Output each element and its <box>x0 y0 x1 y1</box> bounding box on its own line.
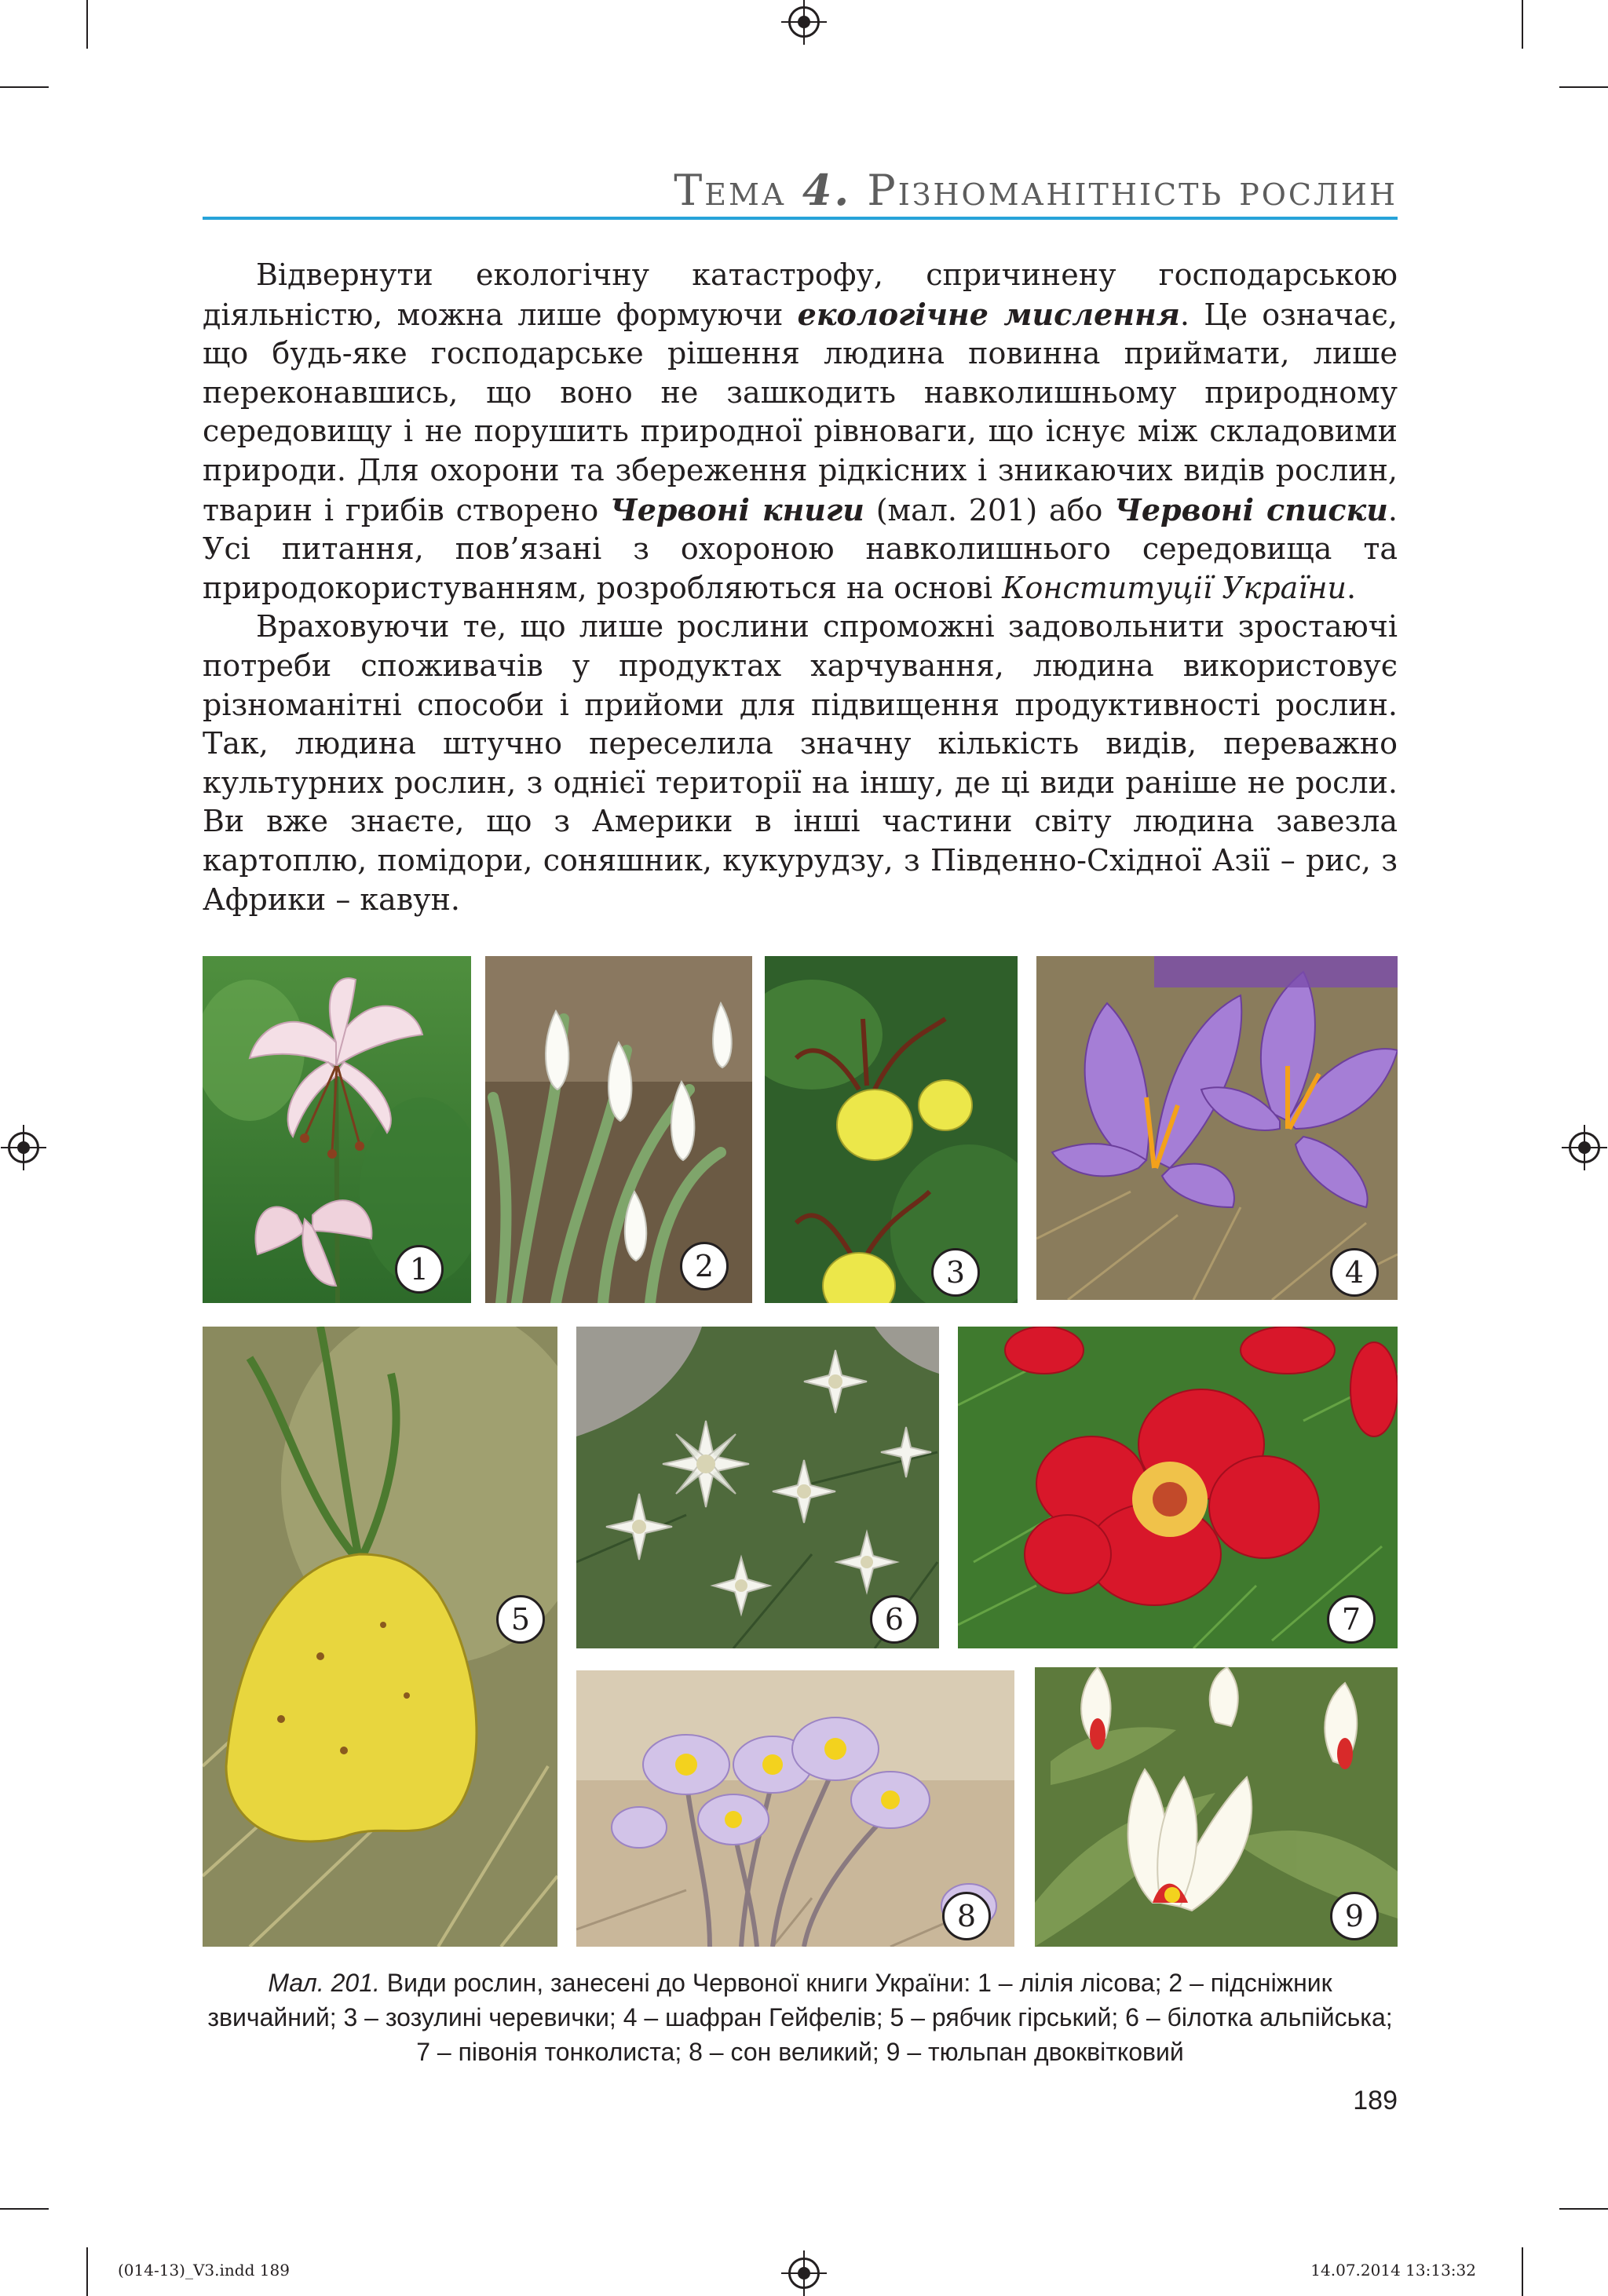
crop-mark <box>0 86 49 88</box>
photo-tulip <box>1035 1667 1398 1947</box>
term-red-lists: Червоні списки <box>1114 491 1388 527</box>
running-header <box>204 165 1398 220</box>
crop-mark <box>0 2208 49 2210</box>
term-red-books: Червоні книги <box>610 491 864 527</box>
caption-text: Види рослин, занесені до Червоної книги України: 1 – лілія лісова; 2 – підсніжник звичайний; 3 – зозулині черевички; 4 – шафран Гейфелів; 5 – рябчик гірський; 6 – білотка альпійська; 7 – півонія тонколиста; 8 – сон великий; 9 – тюльпан двоквітковий <box>207 1969 1393 2066</box>
photo-label-9: 9 <box>1330 1892 1379 1940</box>
photo-label-7: 7 <box>1327 1595 1376 1644</box>
photo-peony <box>958 1327 1398 1648</box>
photo-ladys-slipper <box>765 956 1018 1303</box>
caption-prefix: Мал. 201. <box>268 1969 380 1997</box>
photo-pasqueflower <box>576 1670 1014 1947</box>
crocus-illustration <box>1036 956 1398 1300</box>
page-number: 189 <box>1353 2086 1398 2115</box>
text-run: . <box>1346 570 1357 605</box>
crop-mark <box>86 2247 88 2296</box>
crop-mark <box>1559 86 1608 88</box>
registration-mark-icon <box>788 2258 820 2289</box>
slug-timestamp: 14.07.2014 13:13:32 <box>1310 2261 1476 2280</box>
photo-label-1: 1 <box>395 1245 444 1294</box>
photo-lily <box>203 956 471 1303</box>
header-rule <box>203 217 1398 220</box>
figure-caption <box>203 1966 1398 2069</box>
registration-mark-icon <box>1569 1132 1600 1163</box>
slug-file-info: (014-13)_V3.indd 189 <box>118 2261 290 2280</box>
photo-label-2: 2 <box>680 1242 729 1290</box>
term-constitution: Конституції України <box>1002 570 1347 605</box>
text-run: Відвернути екологічну катастрофу, спричинену господарською діяльністю, можна лише формуючи <box>203 257 1398 332</box>
photo-label-8: 8 <box>942 1892 991 1940</box>
crop-mark <box>1559 2208 1608 2210</box>
header-title: Різноманітність рослин <box>867 166 1398 215</box>
header-prefix: Тема <box>674 166 787 215</box>
header-number: 4. <box>802 165 852 215</box>
photo-fritillary <box>203 1327 557 1947</box>
paragraph-1 <box>203 256 1398 608</box>
registration-mark-icon <box>8 1132 39 1163</box>
photo-snowdrop <box>485 956 752 1303</box>
text-run: . Це означає, що будь-яке господарське рішення людина повинна приймати, лише переконавшись, що воно не зашкодить навколишньому природному середовищу і не порушить природної рівноваги, що існує між складовими природи. Для охорони та збереження рідкісних і зникаючих видів рослин, тварин і грибів створено <box>203 297 1398 527</box>
text-run: . Усі питання, пов’язані з охороною навколишнього середовища та природокористуванням, розробляються на основі <box>203 492 1398 605</box>
body-text <box>203 256 1398 919</box>
photo-crocus <box>1036 956 1398 1300</box>
registration-mark-icon <box>788 6 820 38</box>
photo-label-5: 5 <box>496 1595 545 1644</box>
crop-mark <box>86 0 88 49</box>
photo-edelweiss <box>576 1327 939 1648</box>
paragraph-2: Враховуючи те, що лише рослини спроможні задовольнити зростаючі потреби споживачів у продуктах харчування, людина використовує різноманітні способи і прийоми для підвищення продуктивності рослин. Так, людина штучно переселила значну кількість видів, переважно культурних рослин, з однієї території на іншу, де ці види раніше не росли. Ви вже знаєте, що з Америки в інші частини світу людина завезла картоплю, помідори, соняшник, кукурудзу, з Південно-Східної Азії – рис, з Африки – кавун. <box>203 609 1398 917</box>
crop-mark <box>1522 2247 1523 2296</box>
crop-mark <box>1522 0 1523 49</box>
photo-label-3: 3 <box>931 1248 980 1297</box>
ladys-slipper-illustration <box>765 956 1018 1303</box>
peony-illustration <box>958 1327 1398 1648</box>
text-run: (мал. 201) або <box>864 492 1115 527</box>
photo-label-6: 6 <box>870 1595 919 1644</box>
term-ecological-thinking: екологічне мислення <box>797 296 1180 332</box>
photo-label-4: 4 <box>1330 1248 1379 1297</box>
